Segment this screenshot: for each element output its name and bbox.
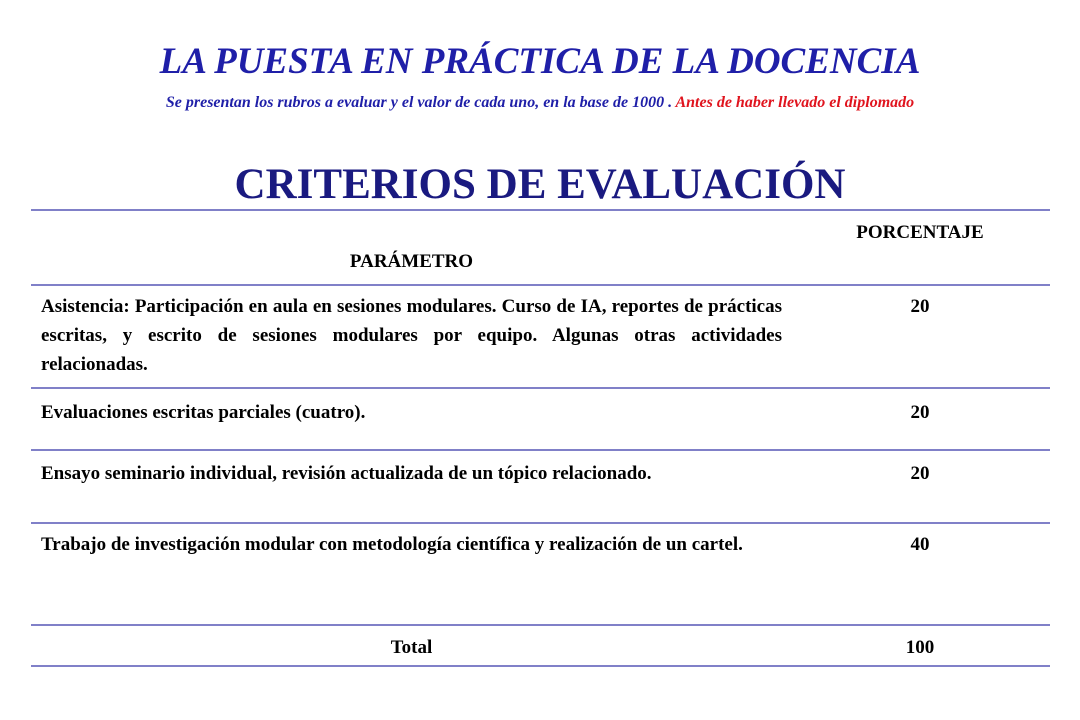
- table-row-percentage: 20: [910, 463, 930, 484]
- total-value: 100: [905, 637, 935, 658]
- total-label: Total: [390, 637, 433, 658]
- section-title: CRITERIOS DE EVALUACIÓN: [234, 161, 846, 208]
- subtitle-note: Antes de haber llevado el diplomado: [675, 94, 915, 111]
- subtitle-description: Se presentan los rubros a evaluar y el valor de cada uno, en la base de 1000 .: [165, 94, 676, 111]
- table-row-parameter: Evaluaciones escritas parciales (cuatro).: [41, 402, 366, 423]
- table-row-parameter: Trabajo de investigación modular con metodología científica y realización de un cartel.: [41, 534, 743, 555]
- page-subtitle: [80, 90, 1000, 116]
- table-row-percentage: 20: [910, 296, 930, 317]
- table-row-percentage: 20: [910, 402, 930, 423]
- table-row-rule: [31, 449, 1050, 451]
- table-row-percentage: 40: [910, 534, 930, 555]
- table-top-rule: [31, 209, 1050, 211]
- table-header-rule: [31, 284, 1050, 286]
- table-bottom-rule: [31, 665, 1050, 667]
- table-total-rule: [31, 624, 1050, 626]
- table-row-rule: [31, 387, 1050, 389]
- header-parameter: PARÁMETRO: [349, 251, 474, 272]
- table-row-rule: [31, 522, 1050, 524]
- header-percentage: PORCENTAJE: [856, 222, 984, 243]
- page-title: LA PUESTA EN PRÁCTICA DE LA DOCENCIA: [159, 41, 921, 82]
- table-row-parameter: Ensayo seminario individual, revisión actualizada de un tópico relacionado.: [41, 463, 652, 484]
- table-row-parameter: Asistencia: Participación en aula en sesiones modulares. Curso de IA, reportes de prácticas escritas, y escrito de sesiones modulares por equipo. Algunas otras actividades relacionadas.: [41, 296, 782, 375]
